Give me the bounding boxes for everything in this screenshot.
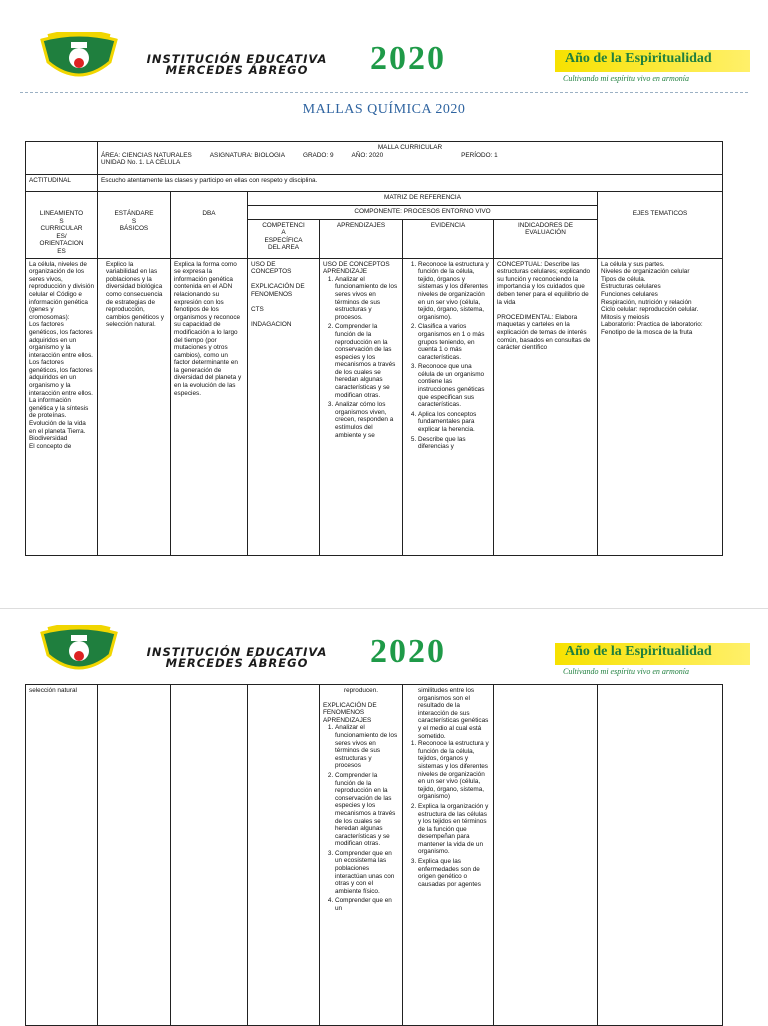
aprendizaje-item: 3. Analizar cómo los organismos viven, crecen, responden a estímulos del ambiente y se [335,401,399,439]
institution-name [132,54,342,76]
evidencia-item: 5. Describe que las diferencias y [418,436,490,451]
dba-text: Explica la forma como se expresa la información genética contenida en el ADN relacionando su expresión con los fenotipos de los organismos y reconoce su capacidad de modificación a lo largo del tiempo (por mutaciones y otros cambios), como un factor determinante en la generación de diversidad del planeta y en la evolución de las especies. [171,258,248,555]
evidencia-item: 2. Clasifica a varios organismos en 1 o más grupos teniendo, en cuenta 1 o más características. [418,323,490,361]
col-competencia: COMPETENCI A ESPECÍFICA DEL AREA [248,219,320,258]
curriculum-table [25,141,723,556]
page-header [20,28,750,84]
competencia-cell-cont [248,685,320,1026]
evidencia-item: 4. Aplica los conceptos fundamentales para explicar la herencia. [418,411,490,434]
year-label: 2020 [370,633,446,670]
aprendizaje-item: 3. Comprender que en un ecosistema las poblaciones interactúan unas con otras y con el ambiente físico. [335,850,399,896]
evidencia-item: 1. Reconoce la estructura y función de la célula, tejido, órganos y sistemas y los diferentes niveles de organización en un ser vivo (célula, tejido, órgano, sistema, organismo). [418,261,490,322]
curriculum-table-continued [25,684,723,1026]
year-motto: Año de la Espiritualidad [565,644,712,659]
year-label: 2020 [370,40,446,77]
header-empty-cell [26,142,98,175]
competencia-text: USO DE CONCEPTOS EXPLICACIÓN DE FENOMENOS CTS INDAGACION [248,258,320,555]
institution-line1: INSTITUCIÓN EDUCATIVA [146,645,328,659]
grado-label: GRADO: 9 [302,151,334,159]
lineamientos-text: La célula, niveles de organización de los seres vivos, reproducción y división celular el Código e información genética (genes y cromosomas): Los factores genéticos, los factores adquiridos en un organismo y la interacción entre ellos. Los factores genéticos, los factores adquiridos en un organismo y la interacción entre ellos. La información genética y la síntesis de proteínas. Evolución de la vida en el planeta Tierra. Biodiversidad El concepto de [26,258,98,555]
aprendizajes-continuation: reproducen. [343,687,379,694]
indicadores-text: CONCEPTUAL: Describe las estructuras celulares; explicando su función y reconociendo la importancia y los cuidados que deben tener para el equilibrio de la vida PROCEDIMENTAL: Elabora maquetas y carteles en la explicación de temas de interés común, basados en consultas de carácter científico [494,258,598,555]
periodo-label: PERÍODO: 1 [461,151,498,159]
evidencia-item: 3. Explica que las enfermedades son de origen genético o causadas por agentes [418,858,490,888]
evidencia-item: 2. Explica la organización y estructura de las células y los tejidos en términos de la función que desempeñan para mantener la vida de un organismo. [418,803,490,856]
evidencia-continuation: similitudes entre los organismos son el resultado de la interacción de sus características genéticas y el medio al cual está sometido. [418,687,489,740]
area-label: ÁREA: CIENCIAS NATURALES [101,151,192,159]
col-ejes: EJES TEMATICOS [598,192,723,259]
header-divider [20,92,748,93]
content-row-continued [26,685,723,1026]
evidencia-list [406,261,490,451]
matriz-row [26,192,723,206]
header-info-cell [98,142,723,175]
col-indicadores: INDICADORES DE EVALUACIÓN [494,219,598,258]
col-evidencia: EVIDENCIA [403,219,494,258]
col-dba: DBA [171,192,248,259]
page-title: MALLAS QUÍMICA 2020 [302,102,466,117]
institution-name [132,647,342,669]
unidad-label: UNIDAD No. 1. LA CÉLULA [101,159,181,167]
matriz-label: MATRIZ DE REFERENCIA [384,194,461,201]
year-motto: Año de la Espiritualidad [565,51,712,66]
actitudinal-label: ACTITUDINAL [26,175,98,192]
evidencia-cell [403,258,494,555]
componente-label: COMPONENTE: PROCESOS ENTORNO VIVO [248,205,598,219]
estandares-cell-cont [98,685,171,1026]
aprendizajes-list [323,276,399,439]
aprendizaje-item: 2. Comprender la función de la reproducción en la conservación de las especies y los mecanismos a través de los cuales se heredan algunas características y se modifican otras. [335,772,399,848]
evidencia-item: 3. Reconoce que una célula de un organismo contiene las instrucciones genéticas que especifican sus características. [418,363,490,409]
col-lineamientos: LINEAMIENTO S CURRICULAR ES/ ORIENTACION ES [26,192,98,259]
matriz-cell [248,192,598,206]
year-slogan: Cultivando mi espíritu vivo en armonía [563,74,689,83]
aprendizaje-item: 1. Analizar el funcionamiento de los seres vivos en términos de sus estructuras y procesos [335,724,399,770]
evidencia-item: 1. Reconoce la estructura y función de la célula, tejidos, órganos y sistemas y los diferentes niveles de organización en un ser vivo (célula, tejido, órgano, sistema, organismo) [418,740,490,801]
page-gap [0,590,768,608]
aprendizaje-item: 1. Analizar el funcionamiento de los seres vivos en términos de sus estructuras y procesos. [335,276,399,322]
year-slogan: Cultivando mi espíritu vivo en armonía [563,667,689,676]
evidencia-list-2 [406,740,490,888]
anio-label: AÑO: 2020 [351,151,384,159]
institution-line1: INSTITUCIÓN EDUCATIVA [146,52,328,66]
page-header-2 [20,621,750,677]
aprendizajes-cell-cont [320,685,403,1026]
aprendizajes-heading: USO DE CONCEPTOS APRENDIZAJE [323,260,390,276]
school-logo [38,625,120,677]
aprendizajes-heading-2: EXPLICACIÓN DE FENOMENOS APRENDIZAJES [323,701,377,724]
institution-line2: MERCEDES ÁBREGO [165,656,309,670]
col-estandares: ESTÁNDARE S BÁSICOS [98,192,171,259]
aprendizajes-list-2 [323,724,399,912]
malla-heading: MALLA CURRICULAR [377,144,443,151]
content-row [26,258,723,555]
asignatura-label: ASIGNATURA: BIOLOGIA [209,151,285,159]
aprendizaje-item: 4. Comprender que en un [335,897,399,912]
year-motto-banner [555,643,750,676]
ejes-cell-cont [598,685,723,1026]
aprendizaje-item: 2. Comprender la función de la reproducción en la conservación de las especies y los mecanismos a través de los cuales se heredan algunas características y se modifican otras. [335,323,399,399]
year-motto-banner [555,50,750,83]
school-logo [38,32,120,84]
actitudinal-text: Escucho atentamente las clases y participo en ellas con respeto y disciplina. [98,175,723,192]
dba-cell-cont [171,685,248,1026]
ejes-text: La célula y sus partes. Niveles de organización celular Tipos de célula. Estructuras celulares Funciones celulares Respiración, nutrición y relación Ciclo celular: reproducción celular. Mitosis y meiosis Laboratorio: Practica de laboratorio: Fenotipo de la mosca de la fruta [598,258,723,555]
institution-line2: MERCEDES ÁBREGO [165,63,309,77]
estandares-text: Explico la variabilidad en las poblaciones y la diversidad biológica como consecuencia de estrategias de reproducción, cambios genéticos y selección natural. [98,258,171,555]
indicadores-cell-cont [494,685,598,1026]
table-header-row [26,142,723,175]
col-aprendizajes: APRENDIZAJES [320,219,403,258]
actitudinal-row [26,175,723,192]
evidencia-cell-cont [403,685,494,1026]
document-page-2 [0,608,768,1025]
lineamientos-text-cont: selección natural [26,685,98,1026]
aprendizajes-cell [320,258,403,555]
